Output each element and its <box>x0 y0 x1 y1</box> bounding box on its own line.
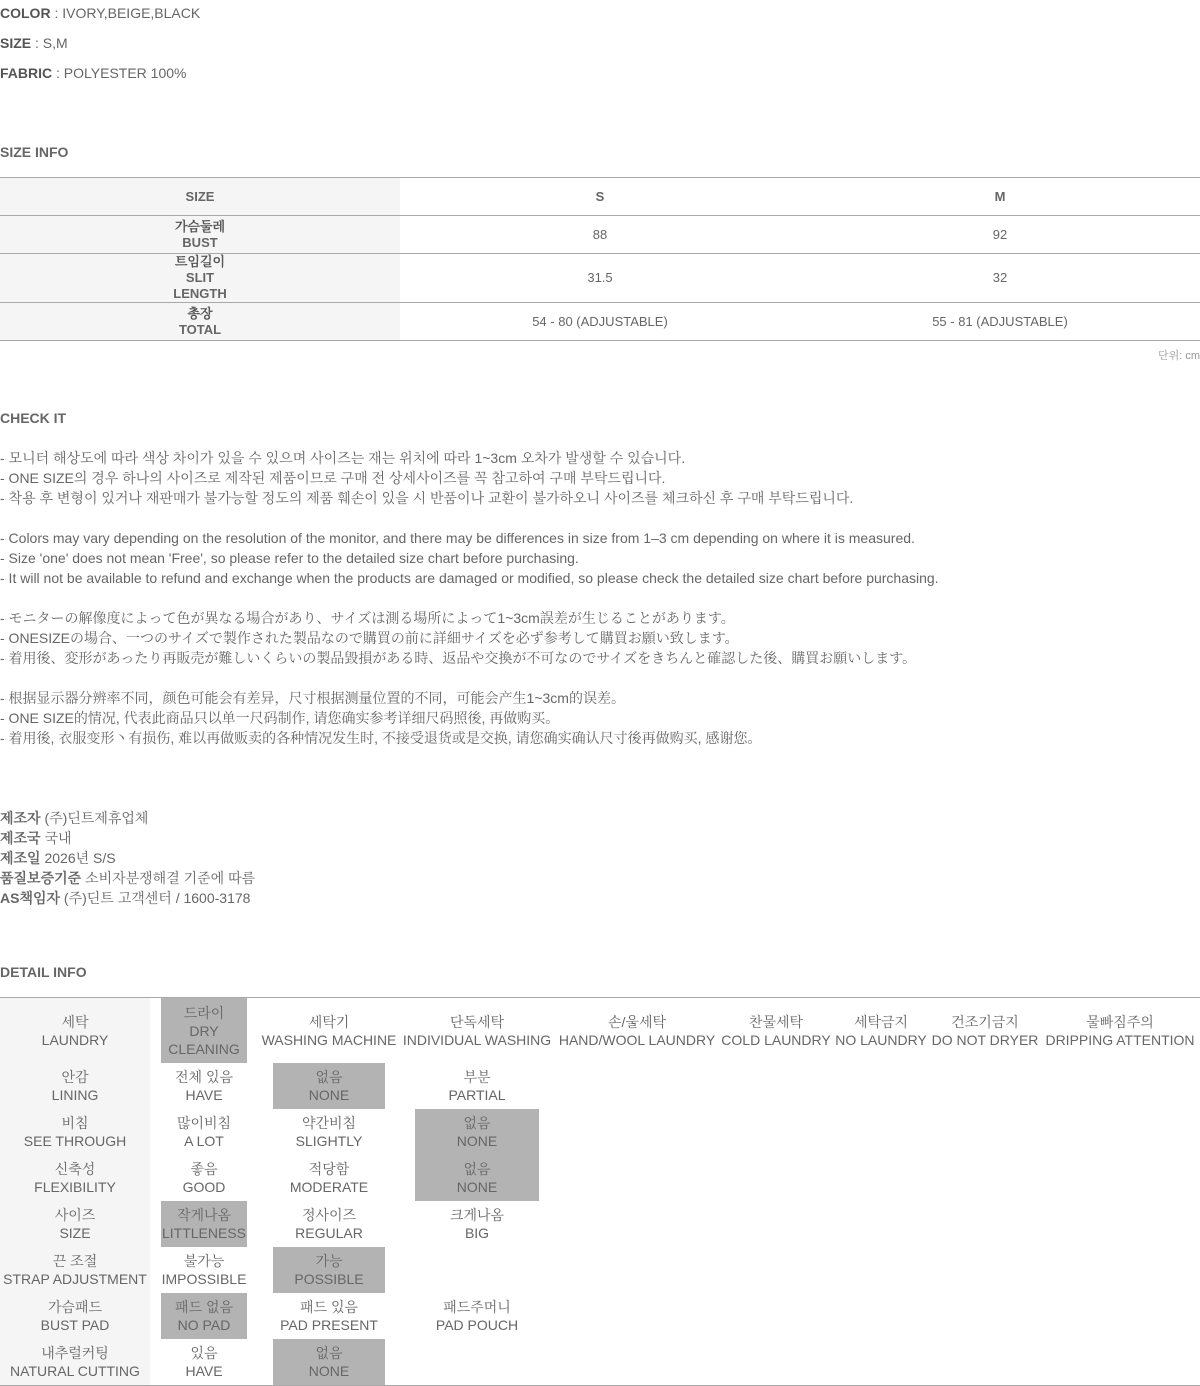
spec-color-label: COLOR <box>0 5 51 21</box>
option-en: IMPOSSIBLE <box>161 1271 247 1287</box>
option-en: INDIVIDUAL WASHING <box>402 1031 552 1048</box>
detail-option <box>161 1109 247 1155</box>
detail-label-ko: 세탁 <box>61 1013 89 1030</box>
size-cell: 31.5 <box>400 254 800 303</box>
option-ko: 많이비침 <box>176 1115 232 1131</box>
option-en: PARTIAL <box>448 1087 506 1103</box>
size-row-label <box>0 254 400 303</box>
detail-label-ko: 끈 조절 <box>52 1253 98 1269</box>
size-row-label-ko: 총장 <box>187 305 213 321</box>
laundry-option-cold <box>719 998 833 1063</box>
mfg-value: 국내 <box>40 830 72 846</box>
option-ko: 가능 <box>315 1253 343 1269</box>
option-en: BIG <box>464 1225 490 1241</box>
option-en: GOOD <box>182 1179 226 1195</box>
size-cell: 55 - 81 (ADJUSTABLE) <box>800 303 1200 341</box>
option-ko: 불가능 <box>183 1253 225 1269</box>
option-ko: 작게나옴 <box>176 1207 232 1223</box>
check-line-en: - Colors may vary depending on the resolution of the monitor, and there may be differences in size from 1–3 cm depending on where it is measured. <box>0 530 915 546</box>
option-en: PAD PRESENT <box>280 1317 378 1333</box>
size-row-label-en: SLIT LENGTH <box>173 270 227 301</box>
option-en: HAVE <box>185 1363 223 1379</box>
size-table-row <box>0 303 1200 341</box>
option-ko: 드라이 <box>183 1004 225 1021</box>
detail-label-ko: 내추럴커팅 <box>41 1345 109 1361</box>
size-table-header-row <box>0 178 1200 216</box>
option-ko: 건조기금지 <box>951 1013 1019 1030</box>
mfg-label: 제조자 <box>0 810 41 826</box>
laundry-option-dry-cleaning <box>161 998 247 1063</box>
option-en: HAND/WOOL LAUNDRY <box>558 1031 716 1048</box>
detail-label-ko: 사이즈 <box>54 1207 96 1223</box>
detail-label-see-through <box>0 1109 150 1155</box>
size-row-label-ko: 가슴둘레 <box>174 218 226 234</box>
size-cell: 54 - 80 (ADJUSTABLE) <box>400 303 800 341</box>
detail-label-ko: 가슴패드 <box>47 1299 103 1315</box>
option-ko: 있음 <box>190 1345 218 1361</box>
detail-option-selected <box>415 1155 539 1201</box>
detail-label-natural-cutting <box>0 1339 150 1385</box>
detail-label-en: FLEXIBILITY <box>34 1179 116 1195</box>
check-it-title: CHECK IT <box>0 410 67 426</box>
detail-option-selected <box>273 1063 385 1109</box>
mfg-label: 품질보증기준 <box>0 870 82 886</box>
spec-size <box>0 34 68 52</box>
spec-color <box>0 4 200 22</box>
option-en: DRIPPING ATTENTION <box>1045 1031 1195 1048</box>
detail-option <box>161 1247 247 1293</box>
laundry-option-no-dryer <box>931 998 1039 1063</box>
size-header-label: SIZE <box>0 178 400 216</box>
detail-label-size <box>0 1201 150 1247</box>
spec-fabric-value: : POLYESTER 100% <box>52 65 187 81</box>
detail-label-ko: 비침 <box>61 1115 89 1131</box>
size-row-label <box>0 216 400 254</box>
option-ko: 전체 있음 <box>175 1069 233 1085</box>
size-table-row <box>0 254 1200 303</box>
detail-label-flexibility <box>0 1155 150 1201</box>
option-ko: 물빠짐주의 <box>1086 1013 1154 1030</box>
mfg-as <box>0 889 250 907</box>
option-ko: 패드 있음 <box>300 1299 358 1315</box>
option-ko: 찬물세탁 <box>748 1013 804 1030</box>
laundry-option-hand-wool <box>559 998 715 1063</box>
unit-note: 단위: cm <box>1157 350 1200 362</box>
option-ko: 세탁금지 <box>853 1013 909 1030</box>
spec-fabric <box>0 64 186 82</box>
option-en: LITTLENESS <box>161 1225 247 1241</box>
spec-size-value: : S,M <box>31 35 68 51</box>
option-en: POSSIBLE <box>294 1271 364 1287</box>
detail-option <box>415 1293 539 1339</box>
mfg-label: 제조국 <box>0 830 41 846</box>
mfg-value: (주)딘트 고객센터 / 1600-3178 <box>60 890 251 906</box>
size-header-col: S <box>400 178 800 216</box>
detail-label-laundry <box>0 998 150 1063</box>
option-en: NONE <box>308 1363 350 1379</box>
mfg-value: (주)딘트제휴업체 <box>40 810 149 826</box>
option-ko: 손/울세탁 <box>608 1013 666 1030</box>
size-header-col: M <box>800 178 1200 216</box>
option-en: NO LAUNDRY <box>835 1031 927 1048</box>
option-ko: 없음 <box>315 1345 343 1361</box>
mfg-label: AS책임자 <box>0 890 61 906</box>
option-en: DRY CLEANING <box>168 1022 240 1057</box>
mfg-value: 2026년 S/S <box>40 850 116 866</box>
size-table-row <box>0 216 1200 254</box>
detail-option-selected <box>415 1109 539 1155</box>
check-line-ja: - ONESIZEの場合、一つのサイズで製作された製品なので購買の前に詳細サイズを必ず参考して購買お願い致します。 <box>0 630 739 646</box>
laundry-option-no-laundry <box>835 998 927 1063</box>
option-ko: 크게나옴 <box>449 1207 505 1223</box>
option-en: A LOT <box>184 1133 224 1149</box>
detail-label-ko: 신축성 <box>54 1161 96 1177</box>
option-ko: 적당함 <box>308 1161 350 1177</box>
option-ko: 부분 <box>463 1069 491 1085</box>
detail-option <box>273 1155 385 1201</box>
size-info-title: SIZE INFO <box>0 144 69 160</box>
size-row-label-en: BUST <box>182 234 218 250</box>
size-cell: 92 <box>800 216 1200 254</box>
check-line-zh: - ONE SIZE的情况, 代表此商品只以单一尺码制作, 请您确实参考详细尺码照後, 再做购买。 <box>0 710 560 726</box>
detail-option <box>273 1293 385 1339</box>
detail-label-en: SIZE <box>59 1225 91 1241</box>
mfg-date <box>0 849 116 867</box>
option-en: WASHING MACHINE <box>261 1031 397 1048</box>
option-ko: 패드주머니 <box>443 1299 511 1315</box>
detail-option <box>273 1109 385 1155</box>
detail-option <box>415 1201 539 1247</box>
mfg-manufacturer <box>0 809 148 827</box>
option-en: HAVE <box>185 1087 223 1103</box>
spec-size-label: SIZE <box>0 35 32 51</box>
option-en: NO PAD <box>177 1317 231 1333</box>
detail-option-selected <box>161 1201 247 1247</box>
mfg-quality <box>0 869 255 887</box>
detail-option <box>161 1063 247 1109</box>
detail-label-bust-pad <box>0 1293 150 1339</box>
option-en: PAD POUCH <box>435 1317 519 1333</box>
size-row-label <box>0 303 400 341</box>
option-ko: 없음 <box>315 1069 343 1085</box>
check-line-ko: - 착용 후 변형이 있거나 재판매가 불가능할 정도의 제품 훼손이 있을 시 반품이나 교환이 불가하오니 사이즈를 체크하신 후 구매 부탁드립니다. <box>0 490 854 506</box>
size-cell: 88 <box>400 216 800 254</box>
option-ko: 단독세탁 <box>449 1013 505 1030</box>
detail-info-table <box>0 997 1200 1386</box>
check-line-ko: - ONE SIZE의 경우 하나의 사이즈로 제작된 제품이므로 구매 전 상세사이즈를 꼭 참고하여 구매 부탁드립니다. <box>0 470 666 486</box>
check-line-ja: - モニターの解像度によって色が異なる場合があり、サイズは測る場所によって1~3cm誤差が生じることがあります。 <box>0 610 735 626</box>
option-en: REGULAR <box>295 1225 363 1241</box>
option-ko: 세탁기 <box>308 1013 350 1030</box>
option-ko: 좋음 <box>190 1161 218 1177</box>
detail-label-en: STRAP ADJUSTMENT <box>3 1271 147 1287</box>
option-ko: 패드 없음 <box>175 1299 233 1315</box>
detail-label-en: LINING <box>51 1087 99 1103</box>
mfg-value: 소비자분쟁해결 기준에 따름 <box>81 870 256 886</box>
option-en: MODERATE <box>289 1179 369 1195</box>
laundry-option-washing-machine <box>258 998 400 1063</box>
detail-label-ko: 안감 <box>61 1069 89 1085</box>
detail-option <box>161 1339 247 1385</box>
laundry-option-dripping <box>1044 998 1196 1063</box>
detail-option <box>273 1201 385 1247</box>
check-line-en: - Size 'one' does not mean 'Free', so please refer to the detailed size chart before purchasing. <box>0 550 579 566</box>
spec-color-value: : IVORY,BEIGE,BLACK <box>50 5 201 21</box>
option-en: COLD LAUNDRY <box>721 1031 831 1048</box>
check-line-zh: - 着用後, 衣服变形丶有损伤, 难以再做贩卖的各种情况发生时, 不接受退货或是交换, 请您确实确认尺寸後再做购买, 感谢您。 <box>0 730 762 746</box>
detail-option-selected <box>273 1339 385 1385</box>
size-cell: 32 <box>800 254 1200 303</box>
detail-label-en: LAUNDRY <box>41 1031 109 1048</box>
check-line-en: - It will not be available to refund and exchange when the products are damaged or modified, so please check the detailed size chart before purchasing. <box>0 570 939 586</box>
check-line-ko: - 모니터 해상도에 따라 색상 차이가 있을 수 있으며 사이즈는 재는 위치에 따라 1~3cm 오차가 발생할 수 있습니다. <box>0 450 686 466</box>
detail-info-title: DETAIL INFO <box>0 964 87 980</box>
detail-label-lining <box>0 1063 150 1109</box>
detail-label-strap <box>0 1247 150 1293</box>
detail-option-selected <box>273 1247 385 1293</box>
size-row-label-en: TOTAL <box>178 321 222 337</box>
check-line-ja: - 着用後、変形があったり再販売が難しいくらいの製品毀損がある時、返品や交換が不可なのでサイズをきちんと確認した後、購買お願いします。 <box>0 650 917 666</box>
option-en: SLIGHTLY <box>295 1133 363 1149</box>
option-en: NONE <box>456 1179 498 1195</box>
option-ko: 없음 <box>463 1161 491 1177</box>
detail-option <box>415 1063 539 1109</box>
option-ko: 약간비침 <box>301 1115 357 1131</box>
mfg-label: 제조일 <box>0 850 41 866</box>
option-en: NONE <box>456 1133 498 1149</box>
detail-label-en: SEE THROUGH <box>23 1133 127 1149</box>
option-en: DO NOT DRYER <box>931 1031 1039 1048</box>
detail-label-en: BUST PAD <box>40 1317 110 1333</box>
size-table <box>0 177 1200 341</box>
size-row-label-ko: 트임길이 <box>174 254 226 269</box>
check-line-zh: - 根据显示器分辨率不同，颜色可能会有差异，尺寸根据测量位置的不同，可能会产生1~3cm的误差。 <box>0 690 625 706</box>
option-ko: 없음 <box>463 1115 491 1131</box>
detail-label-en: NATURAL CUTTING <box>10 1363 140 1379</box>
mfg-country <box>0 829 72 847</box>
option-ko: 정사이즈 <box>301 1207 357 1223</box>
detail-option <box>161 1155 247 1201</box>
detail-option-selected <box>161 1293 247 1339</box>
laundry-option-individual <box>402 998 552 1063</box>
spec-fabric-label: FABRIC <box>0 65 53 81</box>
option-en: NONE <box>308 1087 350 1103</box>
